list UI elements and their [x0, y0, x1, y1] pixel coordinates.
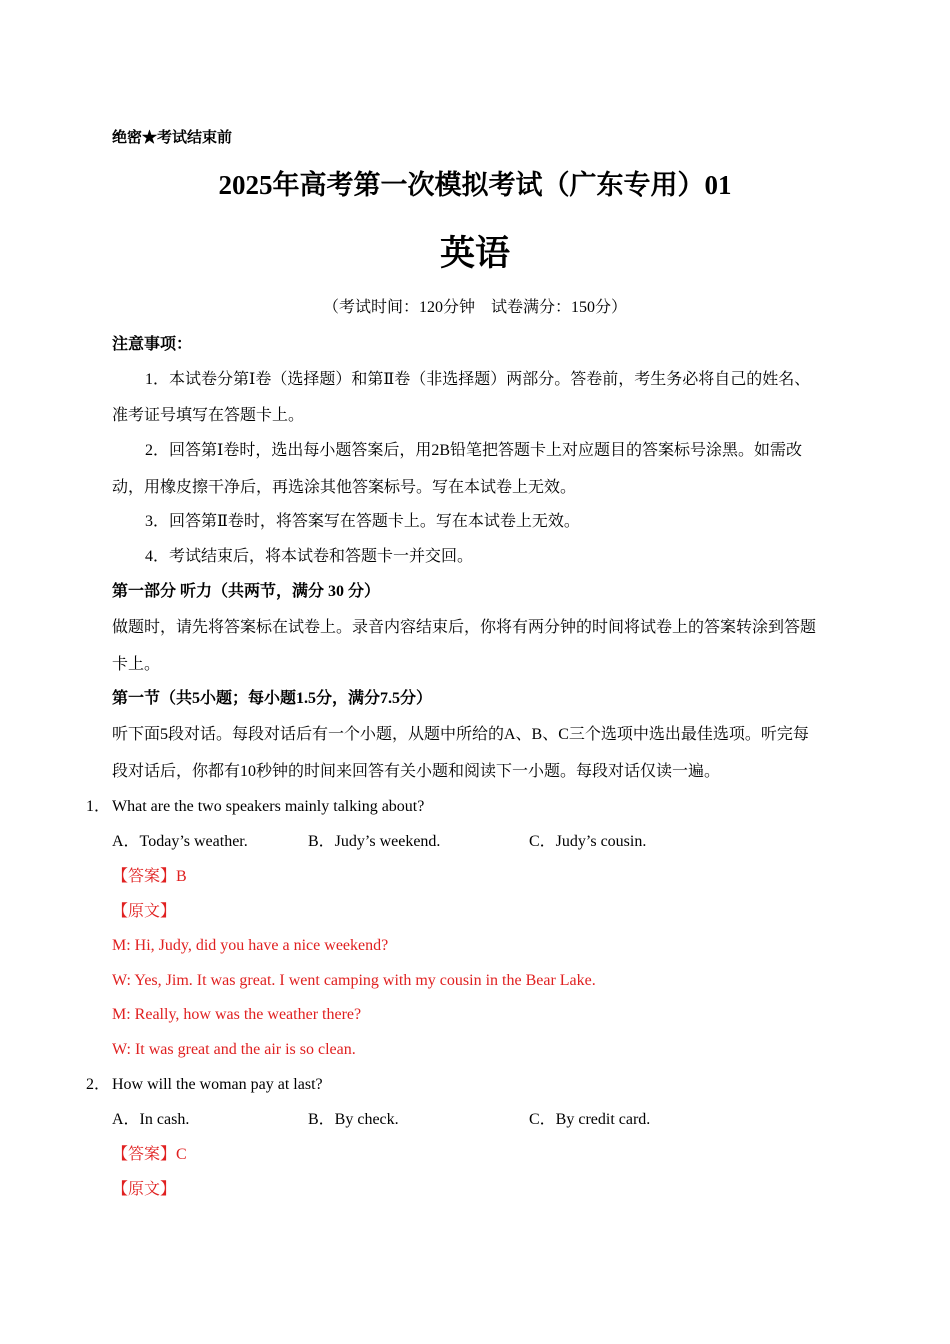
answer-label: 【答案】C	[112, 1146, 187, 1163]
transcript-label: 【原文】	[112, 1181, 177, 1198]
transcript-line: W: It was great and the air is so clean.	[112, 1041, 356, 1058]
option-a: A．Today’s weather.	[112, 833, 248, 850]
option-a: A．In cash.	[112, 1111, 190, 1128]
notice-item-1-cont: 准考证号填写在答题卡上。	[112, 407, 305, 424]
subject-title: 英语	[439, 234, 510, 273]
notice-item-2: 2．回答第Ⅰ卷时，选出每小题答案后，用2B铅笔把答题卡上对应题目的答案标号涂黑。如需改	[145, 442, 802, 459]
notice-item-3: 3．回答第Ⅱ卷时，将答案写在答题卡上。写在本试卷上无效。	[145, 513, 580, 530]
transcript-line: M: Hi, Judy, did you have a nice weekend?	[112, 937, 389, 954]
transcript-line: M: Really, how was the weather there?	[112, 1006, 362, 1023]
part1-instructions: 做题时，请先将答案标在试卷上。录音内容结束后，你将有两分钟的时间将试卷上的答案转涂到答题	[112, 619, 817, 636]
option-b: B．By check.	[308, 1111, 399, 1128]
notice-heading: 注意事项：	[112, 336, 193, 353]
question-number: 2．	[86, 1076, 111, 1093]
question-text: What are the two speakers mainly talking about?	[112, 798, 425, 815]
notice-item-1: 1．本试卷分第Ⅰ卷（选择题）和第Ⅱ卷（非选择题）两部分。答卷前，考生务必将自己的姓名、	[145, 371, 811, 388]
section1-instructions: 听下面5段对话。每段对话后有一个小题，从题中所给的A、B、C三个选项中选出最佳选项。听完每	[112, 726, 809, 743]
transcript-label: 【原文】	[112, 903, 177, 920]
exam-time-info: （考试时间：120分钟 试卷满分：150分）	[322, 299, 627, 316]
question-text: How will the woman pay at last?	[112, 1076, 323, 1093]
option-c: C．Judy’s cousin.	[529, 833, 647, 850]
transcript-line: W: Yes, Jim. It was great. I went camping with my cousin in the Bear Lake.	[112, 972, 596, 989]
option-b: B．Judy’s weekend.	[308, 833, 441, 850]
notice-item-4: 4．考试结束后，将本试卷和答题卡一并交回。	[145, 548, 474, 565]
exam-title: 2025年高考第一次模拟考试（广东专用）01	[218, 170, 732, 200]
question-number: 1．	[86, 798, 111, 815]
section1-instructions-cont: 段对话后，你都有10秒钟的时间来回答有关小题和阅读下一小题。每段对话仅读一遍。	[112, 763, 721, 780]
part1-heading: 第一部分 听力（共两节，满分 30 分）	[112, 583, 381, 600]
section1-heading: 第一节（共5小题；每小题1.5分，满分7.5分）	[112, 690, 433, 707]
confidential-label: 绝密★考试结束前	[112, 130, 233, 146]
part1-instructions-cont: 卡上。	[112, 656, 161, 673]
answer-label: 【答案】B	[112, 868, 187, 885]
option-c: C．By credit card.	[529, 1111, 651, 1128]
notice-item-2-cont: 动，用橡皮擦干净后，再选涂其他答案标号。写在本试卷上无效。	[112, 479, 577, 496]
